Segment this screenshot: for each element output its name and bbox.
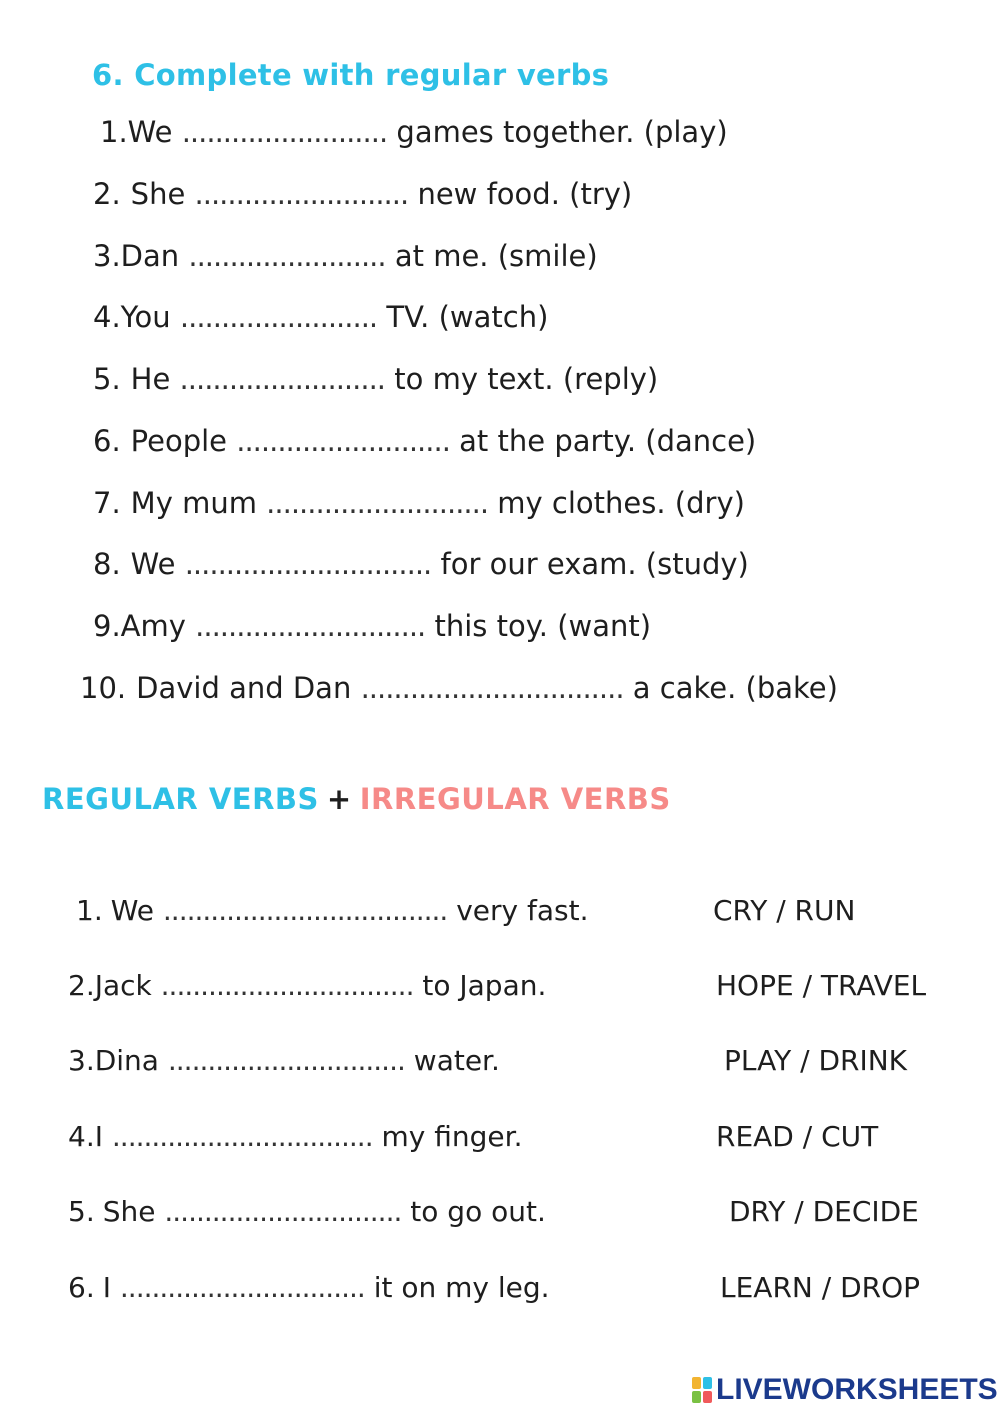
- verb-options-6: LEARN / DROP: [720, 1271, 921, 1304]
- item-subject: She: [130, 177, 186, 211]
- item-subject: He: [130, 362, 171, 396]
- liveworksheets-logo-text: LIVEWORKSHEETS: [716, 1373, 998, 1406]
- verb-options-2: HOPE / TRAVEL: [716, 969, 927, 1002]
- irregular-verbs-label: IRREGULAR VERBS: [359, 782, 671, 816]
- item-rest: water.: [413, 1044, 500, 1077]
- item-number: 6.: [68, 1271, 95, 1304]
- answer-blank[interactable]: ........................: [179, 300, 378, 334]
- item-subject: Amy: [120, 609, 186, 643]
- exercise-6-item-2: [93, 177, 633, 211]
- item-subject: People: [130, 424, 228, 458]
- item-subject: My mum: [130, 486, 257, 520]
- item-rest: to my text. (reply): [394, 362, 659, 396]
- item-subject: We: [127, 115, 173, 149]
- item-rest: this toy. (want): [434, 609, 652, 643]
- item-number: 4.: [68, 1120, 95, 1153]
- item-rest: it on my leg.: [373, 1271, 550, 1304]
- item-subject: David and Dan: [136, 671, 352, 705]
- verb-options-5: DRY / DECIDE: [729, 1195, 919, 1228]
- plus-sign: +: [326, 782, 352, 816]
- item-subject: I: [102, 1271, 111, 1304]
- exercise-6-item-5: [93, 362, 659, 396]
- item-number: 5.: [68, 1195, 95, 1228]
- item-number: 9.: [93, 609, 121, 643]
- item-rest: to Japan.: [422, 969, 547, 1002]
- exercise-6-item-4: [93, 300, 549, 334]
- verb-options-3: PLAY / DRINK: [724, 1044, 908, 1077]
- exercise-6-item-1: [100, 115, 728, 149]
- mixed-item-4: [68, 1120, 523, 1153]
- item-rest: TV. (watch): [386, 300, 549, 334]
- item-number: 7.: [93, 486, 121, 520]
- exercise-6-item-6: [93, 424, 757, 458]
- item-number: 8.: [93, 547, 121, 581]
- exercise-6-item-9: [93, 609, 652, 643]
- exercise-6-item-10: [80, 671, 838, 705]
- item-subject: We: [110, 894, 154, 927]
- item-rest: games together. (play): [396, 115, 728, 149]
- item-rest: very fast.: [456, 894, 589, 927]
- exercise-6-item-7: [93, 486, 745, 520]
- item-rest: for our exam. (study): [440, 547, 749, 581]
- exercise-6-item-3: [93, 239, 598, 273]
- item-rest: to go out.: [410, 1195, 546, 1228]
- item-number: 5.: [93, 362, 121, 396]
- item-number: 3.: [68, 1044, 95, 1077]
- section-6-title: 6. Complete with regular verbs: [92, 58, 610, 92]
- exercise-6-item-8: [93, 547, 749, 581]
- answer-blank[interactable]: .........................: [179, 362, 386, 396]
- item-rest: my clothes. (dry): [497, 486, 745, 520]
- verb-options-4: READ / CUT: [716, 1120, 879, 1153]
- item-number: 6.: [93, 424, 121, 458]
- item-number: 2.: [93, 177, 121, 211]
- answer-blank[interactable]: ..........................: [194, 177, 409, 211]
- answer-blank[interactable]: ..........................: [236, 424, 450, 458]
- item-subject: I: [94, 1120, 103, 1153]
- answer-blank[interactable]: ..............................: [167, 1044, 405, 1077]
- answer-blank[interactable]: ............................: [195, 609, 426, 643]
- item-subject: Dan: [120, 239, 180, 273]
- answer-blank[interactable]: .................................: [111, 1120, 373, 1153]
- item-subject: She: [102, 1195, 156, 1228]
- mixed-item-3: [68, 1044, 500, 1077]
- verb-options-1: CRY / RUN: [713, 894, 856, 927]
- answer-blank[interactable]: ...........................: [266, 486, 489, 520]
- mixed-item-2: [68, 969, 547, 1002]
- regular-irregular-heading: [42, 782, 671, 816]
- mixed-item-1: [76, 894, 589, 927]
- item-rest: new food. (try): [417, 177, 633, 211]
- item-rest: at me. (smile): [394, 239, 598, 273]
- item-number: 2.: [68, 969, 95, 1002]
- liveworksheets-logo-icon: [692, 1377, 712, 1403]
- item-subject: You: [120, 300, 171, 334]
- answer-blank[interactable]: ..............................: [164, 1195, 402, 1228]
- item-subject: We: [130, 547, 176, 581]
- mixed-item-5: [68, 1195, 546, 1228]
- item-subject: Dina: [94, 1044, 159, 1077]
- regular-verbs-label: REGULAR VERBS: [42, 782, 319, 816]
- item-number: 1.: [76, 894, 103, 927]
- mixed-item-6: [68, 1271, 550, 1304]
- item-rest: at the party. (dance): [459, 424, 757, 458]
- answer-blank[interactable]: ...............................: [119, 1271, 365, 1304]
- answer-blank[interactable]: ................................: [160, 969, 414, 1002]
- item-number: 10.: [80, 671, 127, 705]
- item-rest: my finger.: [381, 1120, 523, 1153]
- item-number: 4.: [93, 300, 121, 334]
- answer-blank[interactable]: ..............................: [184, 547, 432, 581]
- answer-blank[interactable]: ........................: [188, 239, 386, 273]
- answer-blank[interactable]: ....................................: [162, 894, 448, 927]
- item-number: 3.: [93, 239, 121, 273]
- item-subject: Jack: [94, 969, 152, 1002]
- item-number: 1.: [100, 115, 128, 149]
- item-rest: a cake. (bake): [632, 671, 838, 705]
- answer-blank[interactable]: .........................: [181, 115, 388, 149]
- liveworksheets-logo[interactable]: [692, 1374, 998, 1406]
- answer-blank[interactable]: ................................: [360, 671, 624, 705]
